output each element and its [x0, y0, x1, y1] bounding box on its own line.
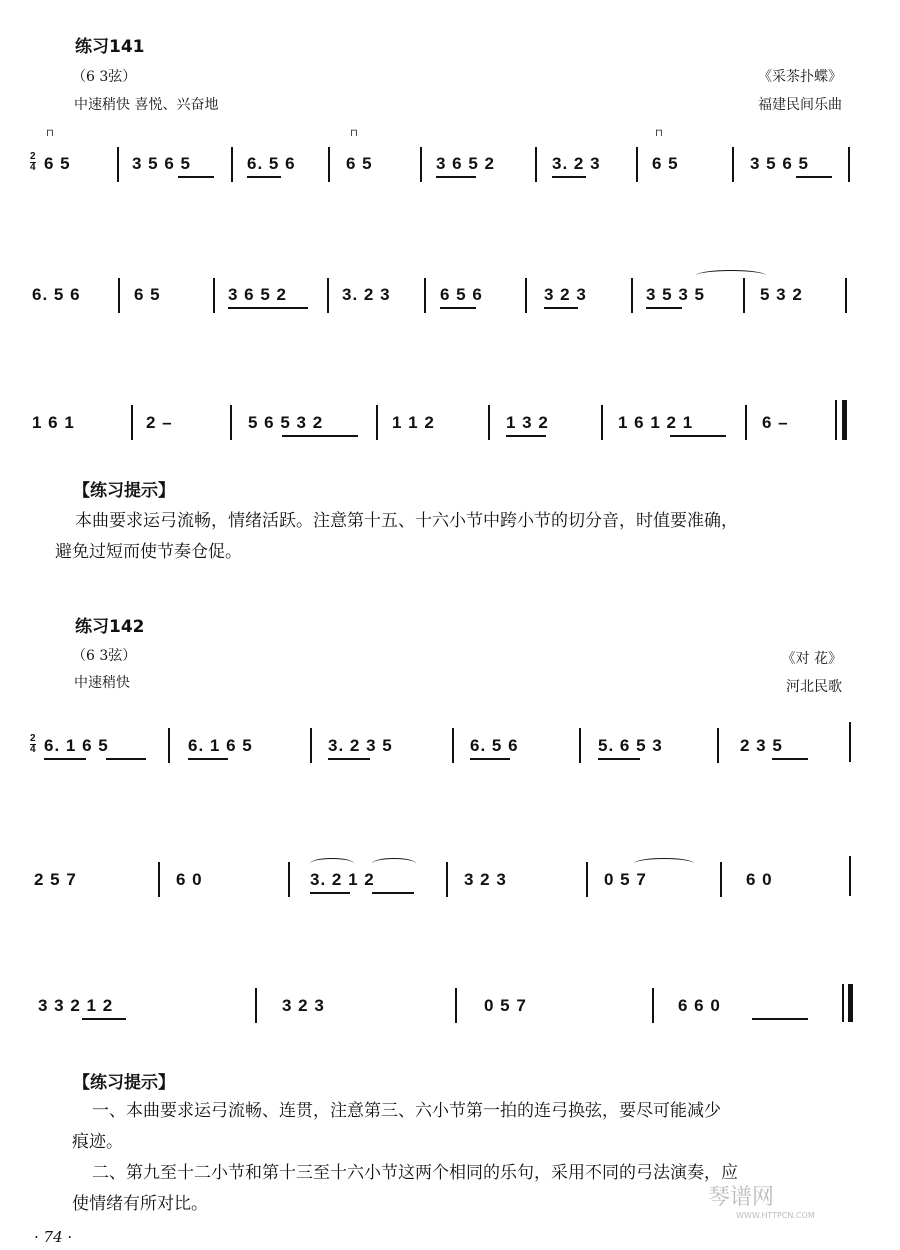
barline	[288, 862, 290, 897]
barline	[213, 278, 215, 313]
exercise-142-song-title: 《对 花》	[781, 651, 842, 667]
barline	[849, 722, 851, 762]
barline	[118, 278, 120, 313]
watermark-logo	[708, 1180, 815, 1220]
barline	[848, 147, 850, 182]
barline	[601, 405, 603, 440]
underline	[772, 758, 808, 760]
measure: 3 3 2 1 2	[38, 996, 114, 1015]
barline	[652, 988, 654, 1023]
measure: 6 –	[762, 413, 789, 432]
final-barline-thick	[848, 984, 853, 1022]
underline	[282, 435, 358, 437]
measure: 3. 2 3	[342, 285, 391, 304]
barline	[446, 862, 448, 897]
underline	[646, 307, 682, 309]
underline	[440, 307, 476, 309]
barline	[745, 405, 747, 440]
measure: 3 5 6 5	[750, 154, 809, 173]
measure: 6 5 6	[440, 285, 483, 304]
measure: 0 5 7	[484, 996, 527, 1015]
underline	[310, 892, 350, 894]
barline	[420, 147, 422, 182]
underline	[82, 1018, 126, 1020]
underline	[598, 758, 640, 760]
hint-text: 本曲要求运弓流畅，情绪活跃。注意第十五、十六小节中跨小节的切分音，时值要准确， 避免过短而使节奏仓促。	[55, 511, 738, 562]
barline	[376, 405, 378, 440]
measure: 1 3 2	[506, 413, 549, 432]
measure: 6 5	[346, 154, 373, 173]
measure: 3. 2 3	[552, 154, 601, 173]
measure: 1 6 1	[32, 413, 75, 432]
page-number: · 74 ·	[34, 1228, 73, 1246]
exercise-141-title: 练习141	[75, 37, 145, 57]
underline	[796, 176, 832, 178]
barline	[230, 405, 232, 440]
barline	[452, 728, 454, 763]
hint-title: 【练习提示】	[73, 1073, 175, 1093]
exercise-141-tempo: 中速稍快 喜悦、兴奋地	[74, 97, 219, 113]
underline	[178, 176, 214, 178]
barline	[535, 147, 537, 182]
underline	[544, 307, 578, 309]
measure: 3 5 3 5	[646, 285, 705, 304]
barline	[488, 405, 490, 440]
barline	[743, 278, 745, 313]
underline	[44, 758, 86, 760]
barline	[717, 728, 719, 763]
measure: 0 5 7	[604, 870, 647, 889]
measure: 6 5	[652, 154, 679, 173]
measure: 5 3 2	[760, 285, 803, 304]
underline	[328, 758, 370, 760]
measure: 3 2 3	[544, 285, 587, 304]
measure: 2 5 7	[34, 870, 77, 889]
hint-text: 一、本曲要求运弓流畅、连贯，注意第三、六小节第一拍的连弓换弦，要尽可能减少 痕迹。 二、第九至十二小节和第十三至十六小节这两个相同的乐句，采用不同的弓法演奏，应 使情绪有所对比。	[72, 1101, 738, 1214]
barline	[631, 278, 633, 313]
underline	[247, 176, 281, 178]
tie	[310, 858, 354, 869]
barline	[455, 988, 457, 1023]
barline	[525, 278, 527, 313]
barline	[720, 862, 722, 897]
measure: 6. 5 6	[32, 285, 81, 304]
measure: 3 6 5 2	[436, 154, 495, 173]
underline	[506, 435, 546, 437]
measure: 6 0	[746, 870, 773, 889]
barline	[117, 147, 119, 182]
barline	[845, 278, 847, 313]
final-barline	[835, 400, 837, 440]
barline	[255, 988, 257, 1023]
barline	[636, 147, 638, 182]
measure: 3 2 3	[282, 996, 325, 1015]
measure: 3. 2 1 2	[310, 870, 375, 889]
exercise-141-strings: （6 3弦）	[72, 69, 137, 85]
measure: 2 –	[146, 413, 173, 432]
measure: 6 5	[134, 285, 161, 304]
underline	[670, 435, 726, 437]
tie	[696, 270, 766, 281]
barline	[231, 147, 233, 182]
exercise-142-title: 练习142	[75, 617, 145, 637]
barline	[168, 728, 170, 763]
underline	[552, 176, 586, 178]
time-signature: 2 4	[30, 151, 36, 173]
barline	[586, 862, 588, 897]
exercise-141-song-title: 《采茶扑蝶》	[758, 69, 842, 85]
barline	[424, 278, 426, 313]
measure: 6. 5 6	[470, 736, 519, 755]
watermark-url: WWW.HTTPCN.COM	[736, 1211, 815, 1220]
tie	[634, 858, 694, 869]
hint-title: 【练习提示】	[73, 481, 175, 501]
measure: 3 5 6 5	[132, 154, 191, 173]
measure: 6 0	[176, 870, 203, 889]
measure: 6. 1 6 5	[188, 736, 253, 755]
barline	[579, 728, 581, 763]
barline	[158, 862, 160, 897]
final-barline	[842, 984, 844, 1022]
measure: 3 6 5 2	[228, 285, 287, 304]
measure: 6 6 0	[678, 996, 721, 1015]
underline	[470, 758, 510, 760]
measure: 2 3 5	[740, 736, 783, 755]
watermark-text: 琴谱网	[708, 1185, 775, 1210]
tie	[372, 858, 416, 869]
barline	[328, 147, 330, 182]
underline	[436, 176, 476, 178]
measure: 3 2 3	[464, 870, 507, 889]
measure: 1 6 1 2 1	[618, 413, 694, 432]
barline	[849, 856, 851, 896]
exercise-142-strings: （6 3弦）	[72, 648, 137, 664]
barline	[310, 728, 312, 763]
underline	[228, 307, 308, 309]
time-signature: 2 4	[30, 733, 36, 755]
measure: 5 6 5 3 2	[248, 413, 324, 432]
final-barline-thick	[842, 400, 847, 440]
underline	[188, 758, 228, 760]
measure: 5. 6 5 3	[598, 736, 663, 755]
underline	[106, 758, 146, 760]
measure: 6. 1 6 5	[44, 736, 109, 755]
exercise-142-tempo: 中速稍快	[74, 675, 130, 691]
underline	[372, 892, 414, 894]
exercise-142-origin: 河北民歌	[786, 679, 842, 695]
underline	[752, 1018, 808, 1020]
exercise-141-origin: 福建民间乐曲	[758, 97, 842, 113]
measure: 3. 2 3 5	[328, 736, 393, 755]
measure: 1 1 2	[392, 413, 435, 432]
barline	[131, 405, 133, 440]
measure: 6 5	[44, 154, 71, 173]
barline	[732, 147, 734, 182]
measure: 6. 5 6	[247, 154, 296, 173]
barline	[327, 278, 329, 313]
